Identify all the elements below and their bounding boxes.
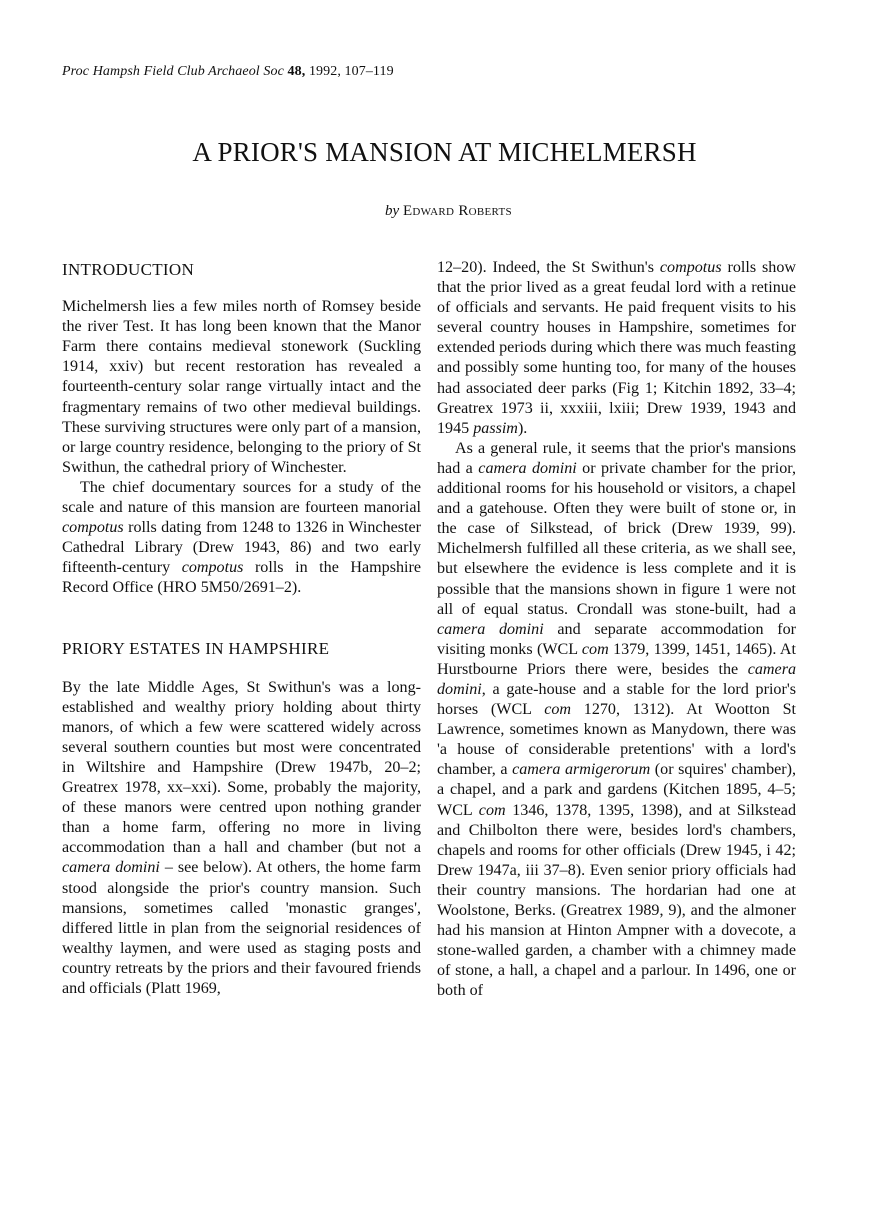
text-run: rolls in the Hampshire Record Office (HRO 5M50/2691–2). bbox=[62, 559, 422, 597]
text-run: The chief documentary sources for a study of the scale and nature of this mansion are fourteen manorial bbox=[62, 478, 421, 517]
italic-term: com bbox=[544, 701, 571, 719]
italic-term: passim bbox=[473, 419, 518, 437]
paragraph bbox=[437, 258, 796, 439]
italic-term: com bbox=[478, 801, 506, 819]
text-run: 12–20). Indeed, the St Swithun's bbox=[437, 259, 654, 276]
journal-citation bbox=[62, 64, 394, 80]
text-run: 1346, 1378, 1395, 1398), and at Silkstead and Chilbolton there were, besides lord's chambers, chapels and rooms for other officials (Drew 1945, i 42; Drew 1947a, iii 37–8). Even senior priory officials had their country mansions. The hordarian had one at Woolstone, Berks. (Greatrex 1989, 9), and the almoner had his mansion at Hinton Ampner with a dovecote, a stone-walled garden, a chamber with a chimney made of stone, a hall, a chapel and a parlour. In 1496, one or both of bbox=[437, 801, 796, 1000]
byline bbox=[0, 203, 889, 220]
text-run: As a general rule, it seems that the prior's mansions had a bbox=[437, 439, 796, 477]
paragraph: Michelmersh lies a few miles north of Romsey beside the river Test. It has long been known that the Manor Farm there contains medieval stonework (Suckling 1914, xxiv) but recent restoration has revealed a fourteenth-century solar range virtually intact and the fragmentary remains of two other medieval buildings. These surviving structures were only part of a mansion, or large country residence, belonging to the priory of St Swithun, the cathedral priory of Winchester. bbox=[62, 298, 421, 476]
italic-term: camera domini bbox=[437, 620, 544, 638]
italic-term: camera domini bbox=[437, 660, 796, 698]
paragraph bbox=[437, 439, 796, 1002]
text-run: or private chamber for the prior, additional rooms for his household or visitors, a chapel and a gatehouse. Often they were built of stone or, in the case of Silkstead, of brick (Drew 1939, 99). Michelmersh fulfilled all these criteria, as we shall see, but elsewhere the evidence is less complete and it is possible that the mansions shown in figure 1 were not all of equal status. Crondall was stone-built, had a bbox=[437, 459, 796, 618]
journal-year-pages: 1992, 107–119 bbox=[308, 64, 394, 79]
text-run: , a gate-house and a stable for the lord prior's horses (WCL bbox=[437, 680, 796, 719]
italic-term: camera armigerorum bbox=[512, 761, 651, 779]
paragraph bbox=[62, 678, 421, 1000]
text-run: 1379, 1399, 1451, 1465). At Hurstbourne Priors there were, besides the bbox=[437, 640, 796, 678]
paragraph bbox=[62, 478, 421, 599]
article-title: A PRIOR'S MANSION AT MICHELMERSH bbox=[192, 137, 697, 167]
byline-by: by bbox=[385, 203, 400, 219]
text-run: ). bbox=[517, 419, 528, 437]
left-column bbox=[62, 258, 421, 999]
journal-volume: 48, bbox=[287, 64, 306, 79]
text-run: 1270, 1312). At Wootton St Lawrence, sometimes known as Manydown, there was 'a house of considerable pretentions' with a lord's chamber, a bbox=[437, 701, 796, 779]
text-run: (or squires' chamber), a chapel, and a park and gardens (Kitchen 1895, 4–5; WCL bbox=[437, 761, 797, 819]
journal-name: Proc Hampsh Field Club Archaeol Soc bbox=[62, 64, 284, 79]
heading-priory-estates: PRIORY ESTATES IN HAMPSHIRE bbox=[62, 638, 330, 658]
italic-term: com bbox=[581, 640, 609, 658]
italic-term: compotus bbox=[659, 259, 722, 276]
heading-introduction: INTRODUCTION bbox=[62, 260, 195, 279]
italic-term: compotus bbox=[62, 519, 124, 537]
italic-term: compotus bbox=[181, 559, 244, 577]
text-run: rolls dating from 1248 to 1326 in Winchester Cathedral Library (Drew 1943, 86) and two early fifteenth-century bbox=[62, 519, 421, 577]
text-run: rolls show that the prior lived as a great feudal lord with a retinue of officials and servants. He paid frequent visits to his several country houses in Hampshire, sometimes for extended periods during which there was much feasting and possibly some hunting too, for many of the houses had associated deer parks (Fig 1; Kitchin 1892, 33–4; Greatrex 1973 ii, xxxiii, lxiii; Drew 1939, 1943 and 1945 bbox=[437, 259, 796, 437]
right-column bbox=[437, 258, 796, 1001]
text-run: By the late Middle Ages, St Swithun's was a long-established and wealthy priory holding about thirty manors, of which a few were scattered widely across several southern counties but most were concentrated in Wiltshire and Hampshire (Drew 1947b, 20–2; Greatrex 1978, xx–xxi). Some, probably the majority, of these manors were centred upon nothing grander than a home farm, offering no more in living accommodation than a hall and chamber (but not a bbox=[62, 678, 421, 857]
italic-term: camera domini bbox=[478, 459, 577, 477]
italic-term: camera domini bbox=[62, 859, 160, 877]
text-run: and separate accommodation for visiting monks (WCL bbox=[437, 620, 796, 658]
text-run: – see below). At others, the home farm stood alongside the prior's country mansion. Such mansions, sometimes called 'monastic granges', differed little in plan from the seignorial residences of wealthy laymen, and were used as staging posts and country retreats by the priors and their favoured friends and officials (Platt 1969, bbox=[62, 859, 421, 997]
author-name: Edward Roberts bbox=[402, 203, 512, 219]
